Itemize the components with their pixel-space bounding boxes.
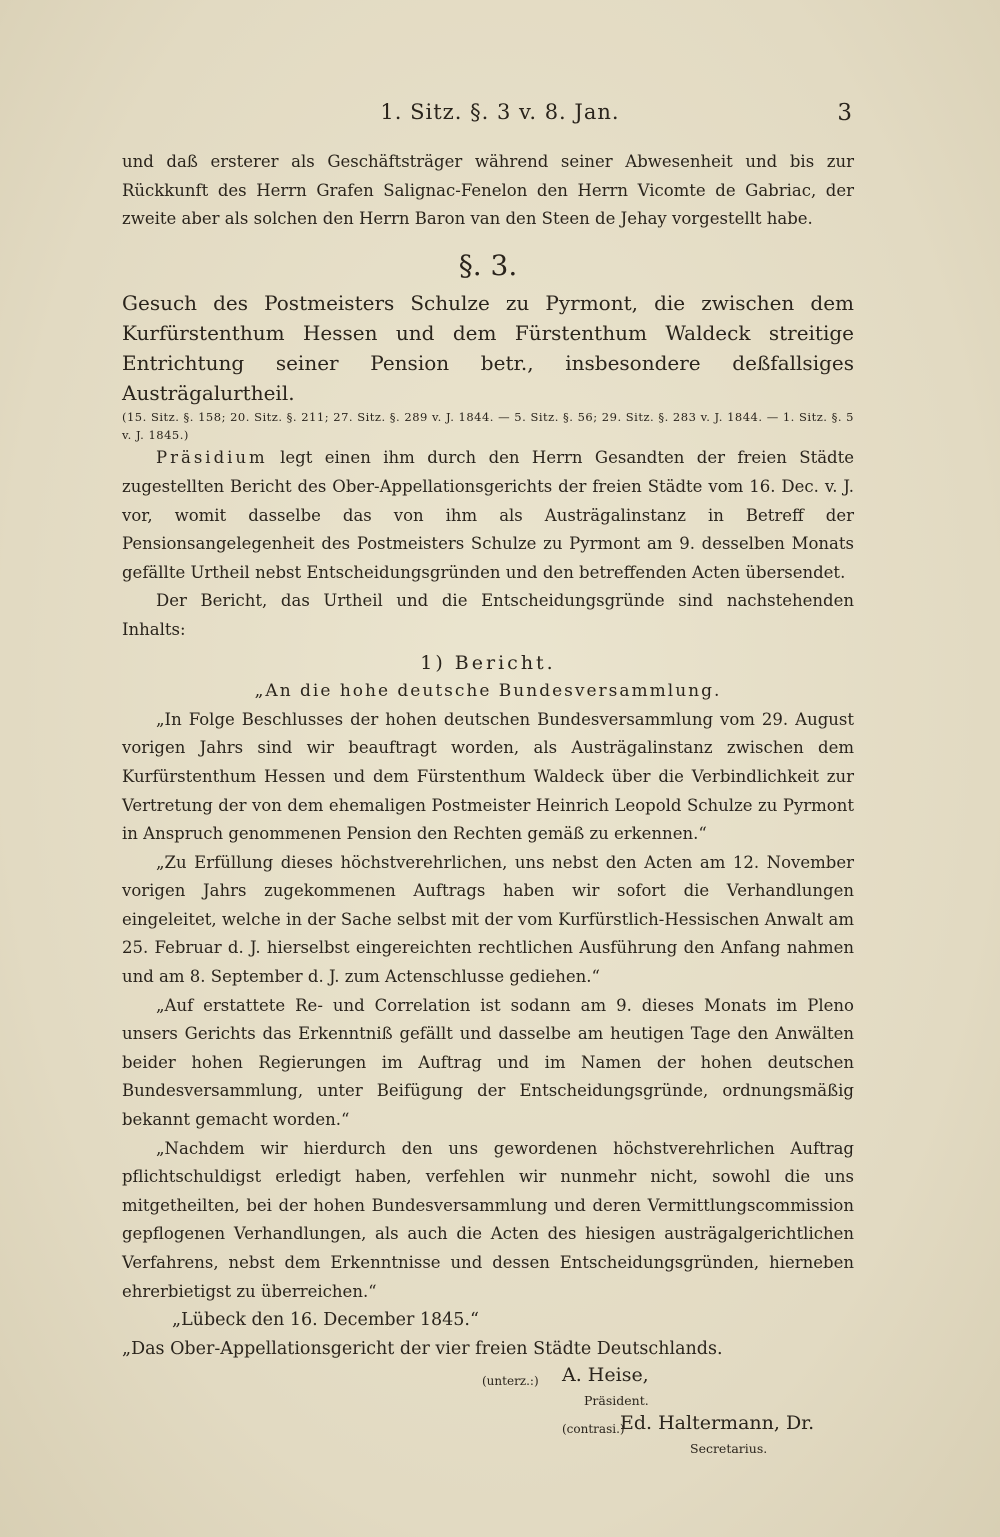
page-header xyxy=(0,100,1000,140)
report-paragraph: „Auf erstattete Re- und Correlation ist sodann am 9. dieses Monats im Pleno unsers Gerichts das Erkenntniß gefällt und dasselbe am heutigen Tage den Anwälten beider hohen Regierungen im Auftrag und im Namen der hohen deutschen Bundesversammlung, unter Beifügung der Entscheidungsgründe, ordnungsmäßig bekannt gemacht worden.“ xyxy=(122,995,854,1130)
signature-role: Präsident. xyxy=(584,1393,649,1409)
section-subject: Gesuch des Postmeisters Schulze zu Pyrmont, die zwischen dem Kurfürstenthum Hessen und dem Fürstenthum Waldeck streitige Entrichtung seiner Pension betr., insbesondere deßfallsiges Austrägalurtheil. xyxy=(122,291,854,406)
praesidium-paragraph xyxy=(122,444,854,587)
signature-note: (contrasi.) xyxy=(562,1422,625,1437)
signature-name: Ed. Haltermann, Dr. xyxy=(620,1412,815,1435)
running-head: 1. Sitz. §. 3 v. 8. Jan. xyxy=(380,100,620,124)
praesidium-label: Präsidium xyxy=(156,448,268,468)
report-title: 1) Bericht. xyxy=(420,651,556,674)
body-text xyxy=(122,148,854,1457)
transition-paragraph: Der Bericht, das Urtheil und die Entscheidungsgründe sind nachstehenden Inhalts: xyxy=(122,591,854,639)
section-references: (15. Sitz. §. 158; 20. Sitz. §. 211; 27. Sitz. §. 289 v. J. 1844. — 5. Sitz. §. 56; 29. Sitz. §. 283 v. J. 1844. — 1. Sitz. §. 5 v. J. 1845.) xyxy=(122,410,854,443)
intro-paragraph: und daß ersterer als Geschäftsträger während seiner Abwesenheit und bis zur Rückkunft des Herrn Grafen Salignac-Fenelon den Herrn Vicomte de Gabriac, der zweite aber als solchen den Herrn Baron van den Steen de Jehay vorgestellt habe. xyxy=(122,152,854,229)
report-paragraph: „Nachdem wir hierdurch den uns gewordenen höchstverehrlichen Auftrag pflichtschuldigst erledigt haben, verfehlen wir nunmehr nicht, sowohl die uns mitgetheilten, bei der hohen Bundesversammlung und deren Vermittlungscommission gepflogenen Verhandlungen, als auch die Acten des hiesigen austrägalgerichtlichen Verfahrens, nebst dem Erkenntnisse und dessen Entscheidungsgründen, hierneben ehrerbietigst zu überreichen.“ xyxy=(122,1138,854,1301)
signature-role: Secretarius. xyxy=(690,1441,768,1457)
court-name: „Das Ober-Appellationsgericht der vier freien Städte Deutschlands. xyxy=(122,1338,723,1359)
report-paragraph: „In Folge Beschlusses der hohen deutschen Bundesversammlung vom 29. August vorigen Jahrs sind wir beauftragt worden, als Austrägalinstanz zwischen dem Kurfürstenthum Hessen und dem Fürstenthum Waldeck über die Verbindlichkeit zur Vertretung der von dem ehemaligen Postmeister Heinrich Leopold Schulze zu Pyrmont in Anspruch genommenen Pension den Rechten gemäß zu erkennen.“ xyxy=(122,709,854,844)
signature-note: (unterz.:) xyxy=(482,1374,539,1389)
report-date: „Lübeck den 16. December 1845.“ xyxy=(172,1310,479,1331)
signature-name: A. Heise, xyxy=(562,1364,649,1387)
section-heading: §. 3. xyxy=(458,248,518,282)
report-paragraph: „Zu Erfüllung dieses höchstverehrlichen, uns nebst den Acten am 12. November vorigen Jahrs zugekommenen Auftrags haben wir sofort die Verhandlungen eingeleitet, welche in der Sache selbst mit der vom Kurfürstlich-Hessischen Anwalt am 25. Februar d. J. hierselbst eingereichten rechtlichen Ausführung den Anfang nahmen und am 8. September d. J. zum Actenschlusse gediehen.“ xyxy=(122,852,854,987)
signature-secretary xyxy=(122,1411,854,1457)
praesidium-text: legt einen ihm durch den Herrn Gesandten der freien Städte zugestellten Bericht des Ober-Appellationsgerichts der freien Städte vom 16. Dec. v. J. vor, womit dasselbe das von ihm als Austrägalinstanz in Betreff der Pensionsangelegenheit des Postmeisters Schulze zu Pyrmont am 9. desselben Monats gefällte Urtheil nebst Entscheidungsgründen und den betreffenden Acten übersendet. xyxy=(122,448,854,582)
page-number: 3 xyxy=(837,100,852,126)
signature-president xyxy=(122,1363,854,1409)
report-greeting: „An die hohe deutsche Bundesversammlung. xyxy=(254,681,722,702)
